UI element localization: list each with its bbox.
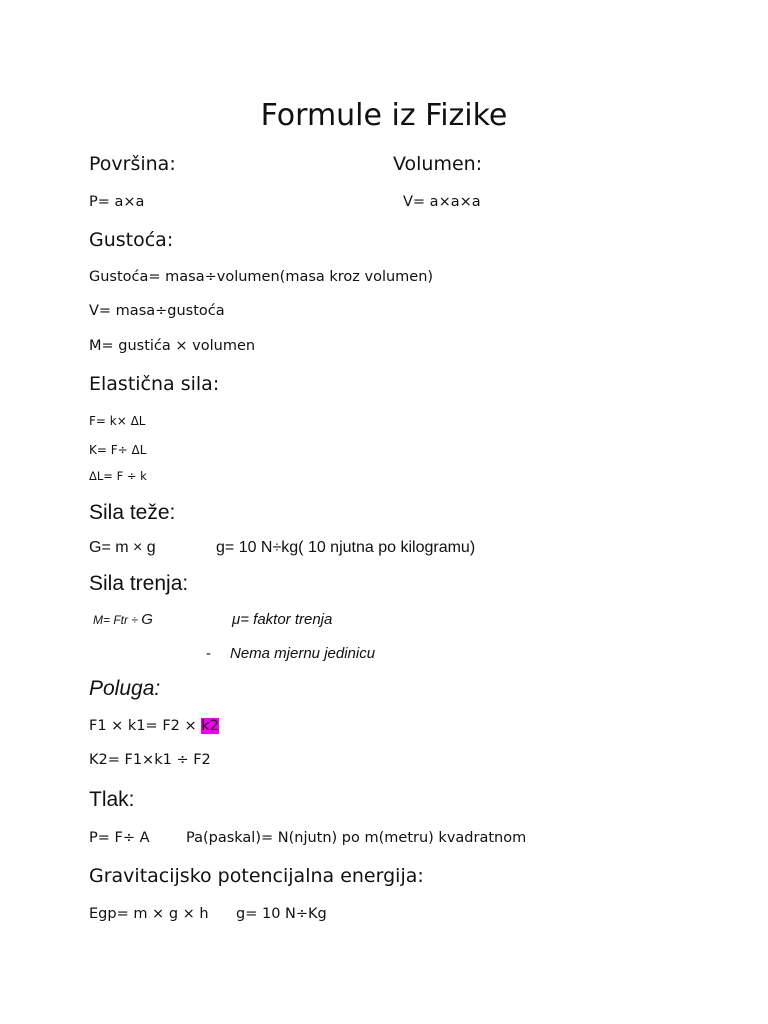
sila-trenja-heading: Sila trenja: (89, 572, 189, 595)
page-title: Formule iz Fizike (260, 98, 508, 133)
bullet-dash: - (206, 645, 211, 662)
sila-teze-heading: Sila teže: (89, 501, 176, 524)
potential-energy-formula: Egp= m × g × h (89, 906, 209, 922)
mass-formula: M= gustića × volumen (89, 338, 256, 354)
povrsina-heading: Površina: (89, 153, 176, 175)
gravity-constant-note-2: g= 10 N÷Kg (236, 906, 327, 922)
pressure-formula: P= F÷ A (89, 830, 150, 846)
highlighted-k2: k2 (201, 718, 219, 734)
elasticna-sila-heading: Elastična sila: (89, 373, 220, 395)
no-unit-note: Nema mjernu jedinicu (230, 645, 376, 662)
elastic-force-formula: F= k× ΔL (89, 414, 146, 428)
friction-formula-prefix: M= Ftr ÷ (93, 613, 142, 627)
volumen-from-density-formula: V= masa÷gustoća (89, 303, 225, 319)
gustoca-heading: Gustoća: (89, 229, 174, 251)
povrsina-formula: P= a×a (89, 194, 145, 210)
friction-factor-note: μ= faktor trenja (232, 611, 333, 628)
gravity-constant-note: g= 10 N÷kg( 10 njutna po kilogramu) (216, 539, 476, 556)
extension-formula: ΔL= F ÷ k (89, 469, 147, 483)
gravity-force-formula: G= m × g (89, 539, 156, 556)
lever-formula (89, 719, 219, 734)
friction-formula-g: G (141, 611, 153, 628)
lever-formula-prefix: F1 × k1= F2 × (89, 718, 202, 734)
tlak-heading: Tlak: (89, 788, 135, 811)
gravitacijska-heading: Gravitacijsko potencijalna energija: (89, 865, 424, 887)
spring-constant-formula: K= F÷ ΔL (89, 443, 147, 457)
poluga-heading: Poluga: (89, 677, 161, 700)
pascal-note: Pa(paskal)= N(njutn) po m(metru) kvadratnom (186, 830, 527, 846)
volumen-formula: V= a×a×a (403, 194, 481, 210)
lever-arm-formula: K2= F1×k1 ÷ F2 (89, 752, 211, 768)
friction-formula (93, 612, 153, 628)
volumen-heading: Volumen: (393, 153, 483, 175)
gustoca-formula: Gustoća= masa÷volumen(masa kroz volumen) (89, 269, 434, 285)
